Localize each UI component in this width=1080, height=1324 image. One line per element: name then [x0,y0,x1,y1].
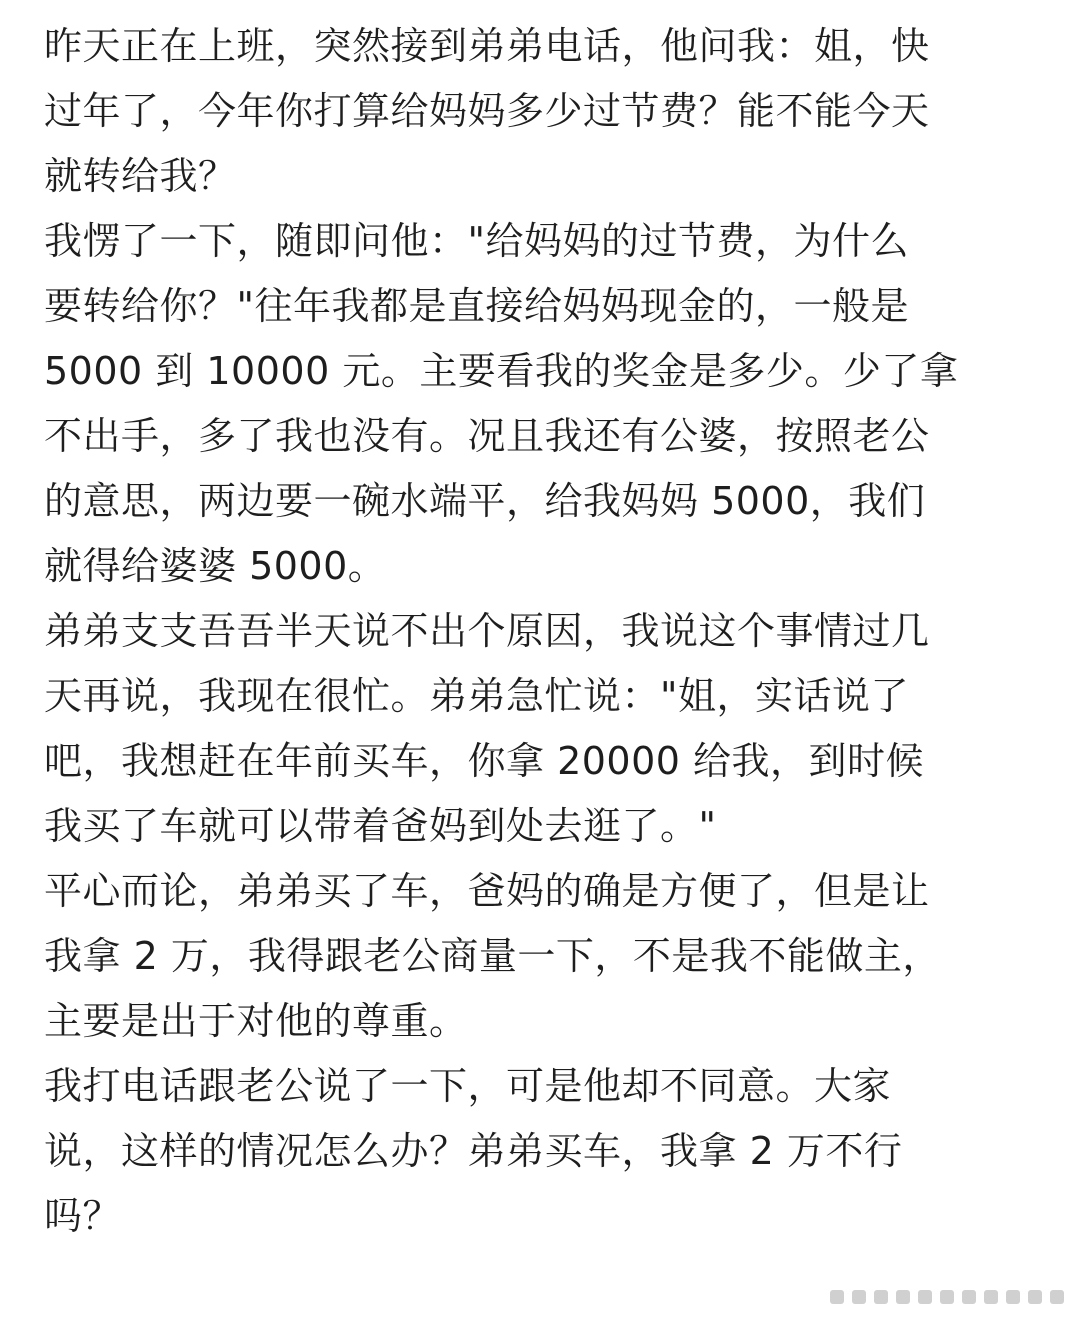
text-line: 的意思，两边要一碗水端平，给我妈妈 5000，我们 [44,479,926,523]
text-line: 就得给婆婆 5000。 [44,544,387,588]
watermark-mark [918,1290,932,1304]
text-line: 过年了，今年你打算给妈妈多少过节费？能不能今天 [44,89,930,133]
watermark-mark [1028,1290,1042,1304]
text-line: 弟弟支支吾吾半天说不出个原因，我说这个事情过几 [44,609,930,653]
text-line: 就转给我？ [44,154,237,198]
watermark-mark [940,1290,954,1304]
watermark [830,1290,1064,1304]
paragraph-3 [44,599,1044,859]
watermark-mark [896,1290,910,1304]
text-line: 说，这样的情况怎么办？弟弟买车，我拿 2 万不行 [44,1129,903,1173]
text-line: 5000 到 10000 元。主要看我的奖金是多少。少了拿 [44,349,959,393]
text-line: 我打电话跟老公说了一下，可是他却不同意。大家 [44,1064,892,1108]
text-line: 我拿 2 万，我得跟老公商量一下，不是我不能做主， [44,934,941,978]
text-line: 吧，我想赶在年前买车，你拿 20000 给我，到时候 [44,739,925,783]
paragraph-5 [44,1054,1044,1249]
watermark-mark [874,1290,888,1304]
text-line: 平心而论，弟弟买了车，爸妈的确是方便了，但是让 [44,869,930,913]
watermark-mark [852,1290,866,1304]
text-line: 天再说，我现在很忙。弟弟急忙说："姐，实话说了 [44,674,909,718]
watermark-mark [830,1290,844,1304]
watermark-mark [962,1290,976,1304]
post-body [44,14,1044,1249]
text-line: 我愣了一下，随即问他："给妈妈的过节费，为什么 [44,219,909,263]
text-line: 昨天正在上班，突然接到弟弟电话，他问我：姐，快 [44,24,930,68]
text-line: 要转给你？"往年我都是直接给妈妈现金的，一般是 [44,284,909,328]
text-line: 不出手，多了我也没有。况且我还有公婆，按照老公 [44,414,930,458]
text-line: 主要是出于对他的尊重。 [44,999,468,1043]
watermark-mark [1050,1290,1064,1304]
watermark-mark [1006,1290,1020,1304]
watermark-mark [984,1290,998,1304]
text-line: 吗？ [44,1194,122,1238]
paragraph-4 [44,859,1044,1054]
paragraph-1 [44,14,1044,209]
paragraph-2 [44,209,1044,599]
text-line: 我买了车就可以带着爸妈到处去逛了。" [44,804,717,848]
